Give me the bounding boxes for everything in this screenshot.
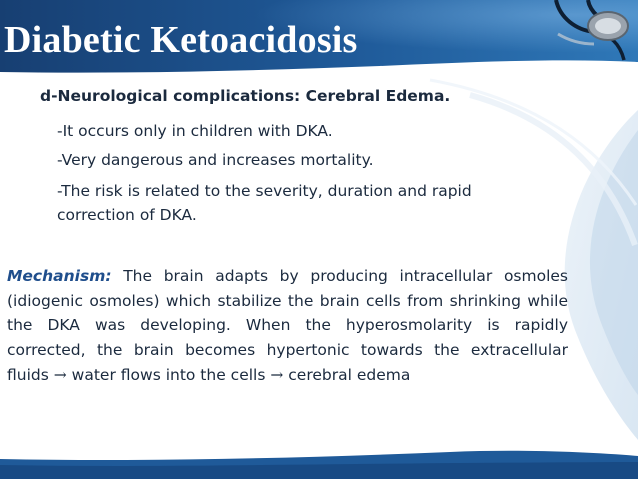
mechanism-paragraph — [7, 264, 568, 388]
bullet-item — [57, 179, 472, 227]
mechanism-text: water flows into the cells — [66, 365, 271, 384]
bullet-item: -Very dangerous and increases mortality. — [57, 151, 374, 169]
mechanism-label: Mechanism: — [7, 267, 112, 285]
subheading: d-Neurological complications: Cerebral Edema. — [40, 87, 451, 105]
right-arrow-icon: → — [270, 365, 284, 384]
slide-title: Diabetic Ketoacidosis — [4, 19, 358, 61]
mechanism-text: cerebral edema — [283, 365, 411, 384]
stethoscope-icon — [498, 0, 638, 70]
bullet-line: correction of DKA. — [57, 206, 197, 224]
bullet-line: -The risk is related to the severity, duration and rapid — [57, 182, 472, 200]
right-arrow-icon: → — [53, 365, 67, 384]
mechanism-text: The brain adapts by producing intracellular osmoles (idiogenic osmoles) which stabilize the brain cells from shrinking while the DKA was developing. When the hyperosmolarity is rapidly corrected, the brain becomes hypertonic towards the extracellular fluids — [7, 267, 568, 384]
bullet-item: -It occurs only in children with DKA. — [57, 122, 333, 140]
